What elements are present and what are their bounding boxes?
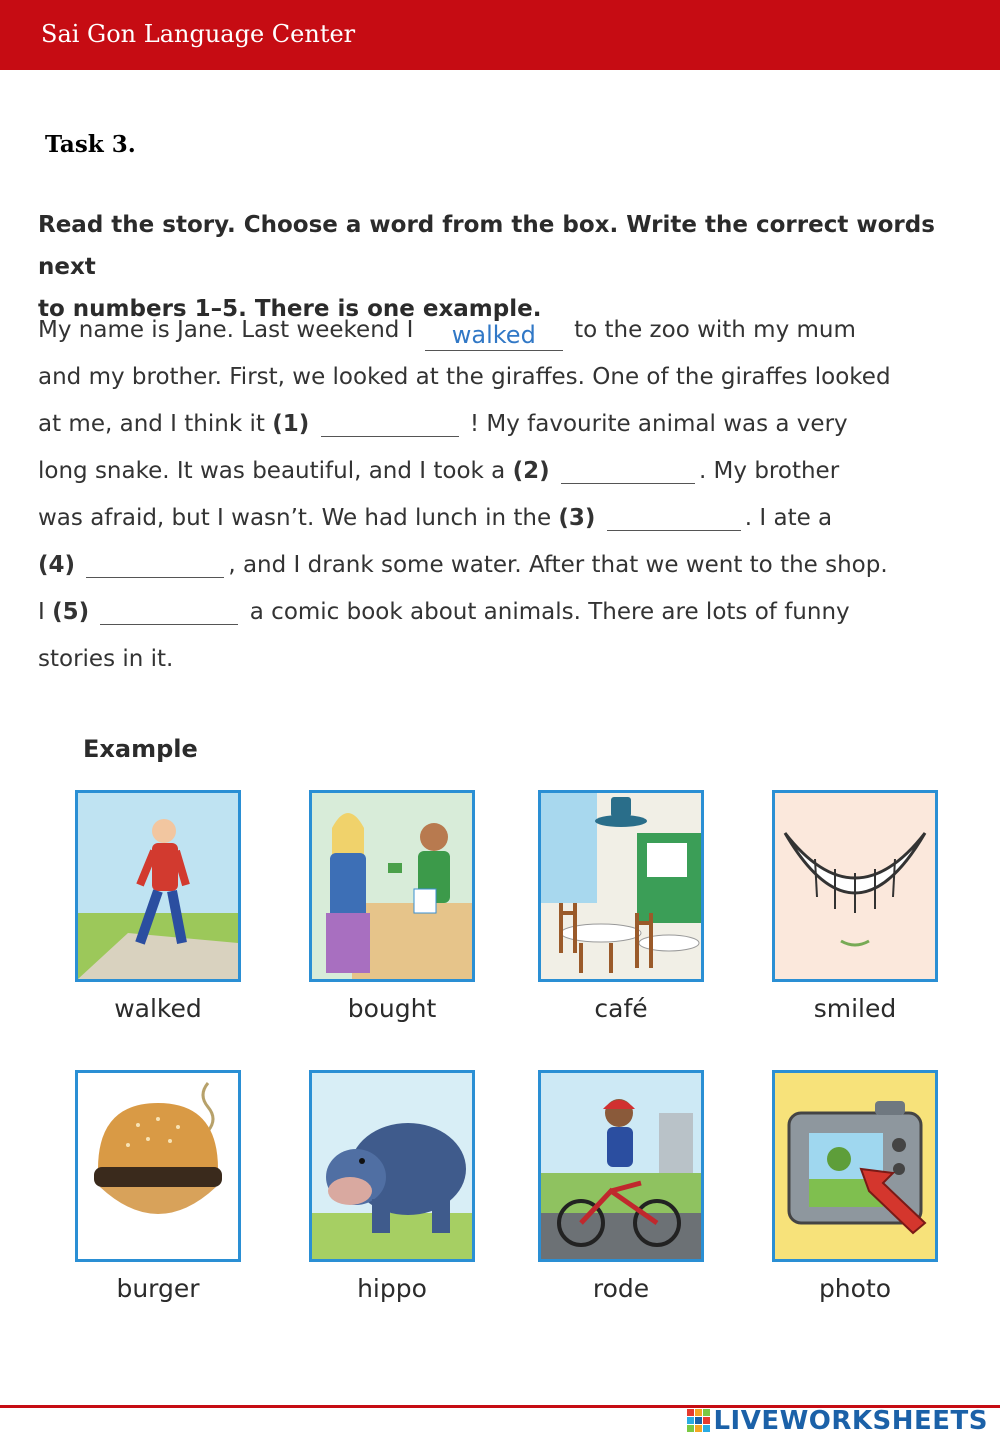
story-text-segment: . I ate a <box>744 505 833 531</box>
logo-text: LIVEWORKSHEETS <box>713 1406 988 1436</box>
example-answer-blank: walked <box>425 322 563 351</box>
instructions-line-2: to numbers 1–5. There is one example. <box>38 296 542 322</box>
blank-number-4: (4) <box>38 552 76 578</box>
instructions-line-1: Read the story. Choose a word from the box. Write the correct words next <box>38 212 935 280</box>
walking-man-icon <box>75 790 241 982</box>
story-text-segment: was afraid, but I wasn’t. We had lunch in the <box>38 505 552 531</box>
story-line-2: and my brother. First, we looked at the giraffes. One of the giraffes looked <box>38 364 891 390</box>
blank-number-2: (2) <box>512 458 550 484</box>
story-text-segment: , and I drank some water. After that we went to the shop. <box>228 552 888 578</box>
story-text-segment: . My brother <box>698 458 840 484</box>
story-text <box>38 307 968 683</box>
answer-blank-4[interactable] <box>86 549 224 578</box>
hippo-icon <box>309 1070 475 1262</box>
word-card-hippo <box>309 1070 475 1303</box>
blank-number-3: (3) <box>558 505 596 531</box>
camera-icon <box>772 1070 938 1262</box>
story-text-segment: at me, and I think it <box>38 411 265 437</box>
answer-blank-3[interactable] <box>607 502 741 531</box>
task-title: Task 3. <box>45 131 136 158</box>
word-label: hippo <box>357 1274 427 1303</box>
word-label: burger <box>116 1274 200 1303</box>
example-label: Example <box>83 735 198 763</box>
story-line-8: stories in it. <box>38 646 174 672</box>
smile-icon <box>772 790 938 982</box>
answer-blank-1[interactable] <box>321 408 459 437</box>
cafe-icon <box>538 790 704 982</box>
liveworksheets-logo[interactable] <box>687 1406 988 1436</box>
word-label: walked <box>114 994 202 1023</box>
word-card-cafe <box>538 790 704 1023</box>
header-title: Sai Gon Language Center <box>41 20 356 48</box>
story-text-segment: long snake. It was beautiful, and I took a <box>38 458 506 484</box>
story-text-segment: ! My favourite animal was a very <box>469 411 848 437</box>
word-label: smiled <box>813 994 897 1023</box>
story-line-4 <box>38 448 968 495</box>
word-card-burger <box>75 1070 241 1303</box>
blank-number-5: (5) <box>52 599 90 625</box>
story-line-3 <box>38 401 968 448</box>
word-card-bought <box>309 790 475 1023</box>
word-card-photo <box>772 1070 938 1303</box>
answer-blank-5[interactable] <box>100 596 238 625</box>
word-card-rode <box>538 1070 704 1303</box>
story-text-segment: My name is Jane. Last weekend I <box>38 317 414 343</box>
word-card-walked <box>75 790 241 1023</box>
blank-number-1: (1) <box>272 411 310 437</box>
story-text-segment: to the zoo with my mum <box>574 317 856 343</box>
story-line-5 <box>38 495 968 542</box>
story-line-1 <box>38 307 968 354</box>
logo-grid-icon <box>687 1409 711 1433</box>
word-label: café <box>594 994 648 1023</box>
story-line-7 <box>38 589 968 636</box>
word-card-smiled <box>772 790 938 1023</box>
bicycle-rider-icon <box>538 1070 704 1262</box>
shopping-icon <box>309 790 475 982</box>
answer-blank-2[interactable] <box>561 455 695 484</box>
story-line-6 <box>38 542 968 589</box>
word-label: bought <box>347 994 437 1023</box>
word-label: rode <box>592 1274 650 1303</box>
burger-icon <box>75 1070 241 1262</box>
word-label: photo <box>818 1274 892 1303</box>
story-text-segment: I <box>38 599 45 625</box>
story-text-segment: a comic book about animals. There are lots of funny <box>249 599 850 625</box>
